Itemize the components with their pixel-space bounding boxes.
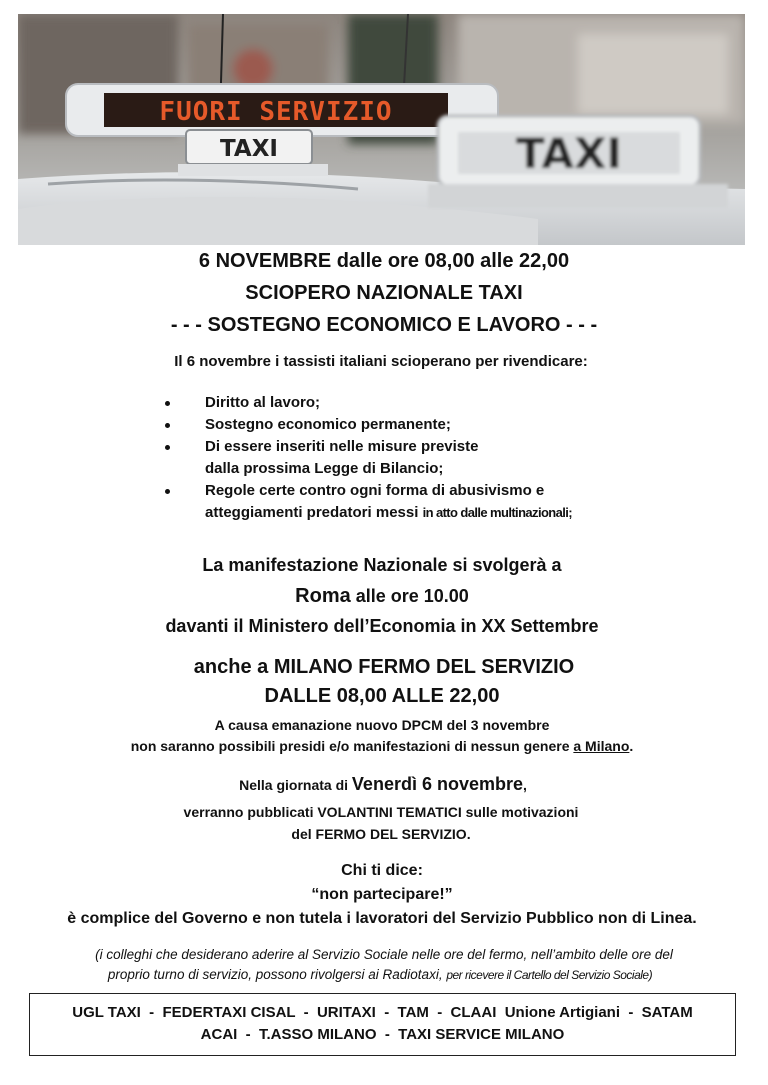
organizations-line-1: UGL TAXI - FEDERTAXI CISAL - URITAXI - TAM - CLAAI Unione Artigiani - SATAM [72,1004,693,1021]
rome-city: Roma [295,585,351,607]
bullet-icon [165,401,170,406]
list-item: Diritto al lavoro; [163,392,572,414]
milan-heading: anche a MILANO FERMO DEL SERVIZIO [193,656,575,678]
intro-text: Il 6 novembre i tassisti italiani scioperano per rivendicare: [174,353,588,370]
quote-line-3: è complice del Governo e non tutela i lavoratori del Servizio Pubblico non di Linea. [67,910,697,927]
leaflet-date-line: Nella giornata di Venerdì 6 novembre, [239,774,527,794]
milan-hours: DALLE 08,00 ALLE 22,00 [264,685,500,707]
fuori-servizio-sign: FUORI SERVIZIO [159,97,393,127]
note-line-2: proprio turno di servizio, possono rivolgersi ai Radiotaxi, per ricevere il Cartello del Servizio Sociale) [107,967,653,982]
milan-no-events: non saranno possibili presidi e/o manifestazioni di nessun genere a Milano. [130,738,634,754]
list-item: Regole certe contro ogni forma di abusivismo e atteggiamenti predatori messi in atto dalle multinazionali; [163,480,572,524]
taxi-photo-illustration [18,14,745,245]
bullet-icon [165,489,170,494]
milano-underlined: a Milano [573,738,630,754]
strike-date-heading: 6 NOVEMBRE dalle ore 08,00 alle 22,00 [198,250,570,272]
note-line-1: (i colleghi che desiderano aderire al Servizio Sociale nelle ore del fermo, nell’ambito delle ore del [95,947,673,962]
leaflet-date: Venerdì 6 novembre [351,774,523,794]
rome-line-2: Roma alle ore 10.00 [295,585,469,607]
taxi-sign-near: TAXI [220,136,278,162]
strike-title: SCIOPERO NAZIONALE TAXI [245,282,523,304]
list-item: Di essere inseriti nelle misure previste dalla prossima Legge di Bilancio; [163,436,572,480]
organizations-line-2: ACAI - T.ASSO MILANO - TAXI SERVICE MILANO [200,1026,565,1043]
leaflet-line-3: del FERMO DEL SERVIZIO. [291,826,471,842]
milan-dpcm-note: A causa emanazione nuovo DPCM del 3 novembre [214,717,550,733]
taxi-photo [18,14,745,245]
quote-line-1: Chi ti dice: [341,862,423,879]
rome-line-1: La manifestazione Nazionale si svolgerà a [202,555,562,575]
organizations-box [29,993,736,1056]
bullet-icon [165,423,170,428]
demands-list [163,392,572,524]
list-item: Sostegno economico permanente; [163,414,572,436]
taxi-sign-far: TAXI [516,129,622,178]
bullet-icon [165,445,170,450]
leaflet-line-2: verranno pubblicati VOLANTINI TEMATICI sulle motivazioni [183,804,579,820]
rome-line-3: davanti il Ministero dell’Economia in XX Settembre [165,616,599,636]
quote-line-2: “non partecipare!” [311,886,453,903]
strike-subtitle: - - - SOSTEGNO ECONOMICO E LAVORO - - - [170,314,598,336]
